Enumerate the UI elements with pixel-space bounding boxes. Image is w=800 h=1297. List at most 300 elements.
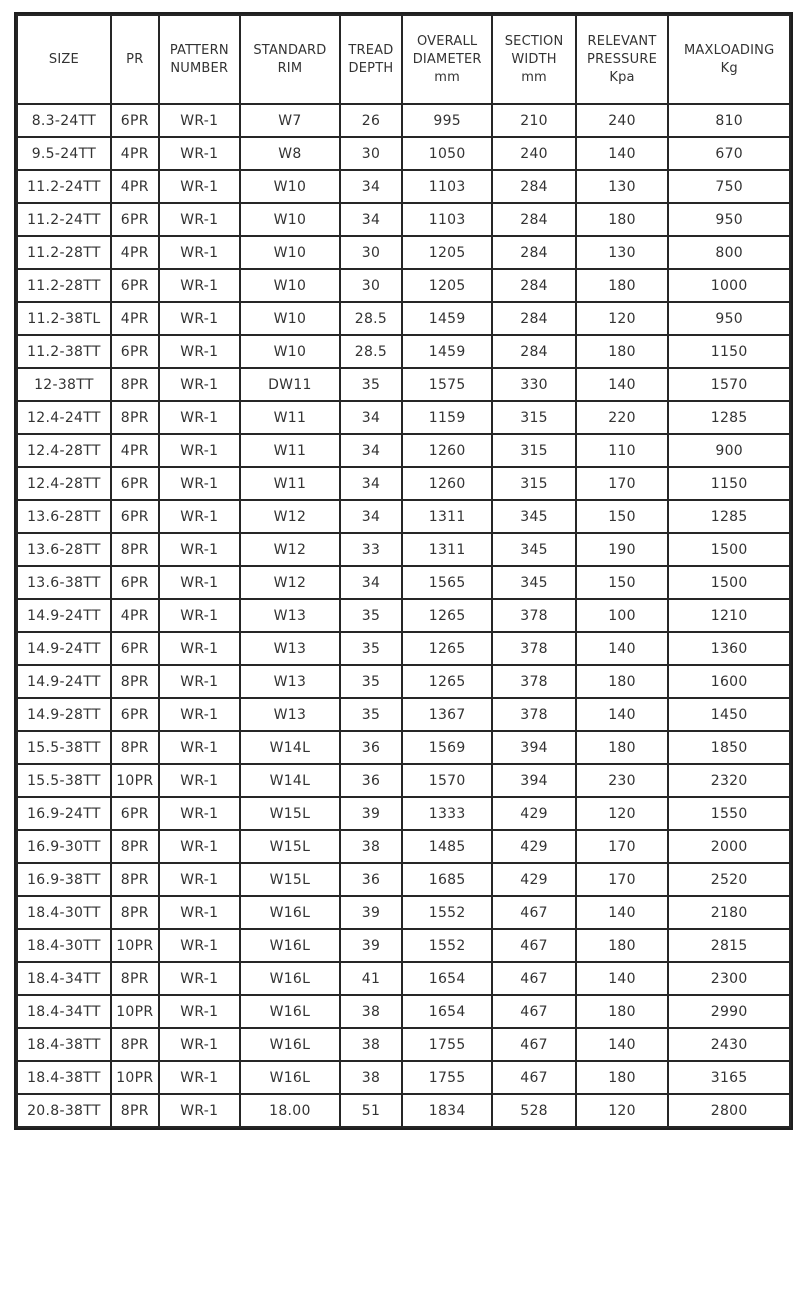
cell-overall-diameter: 1570 xyxy=(402,764,493,797)
cell-pr: 6PR xyxy=(111,566,159,599)
cell-max-loading: 1150 xyxy=(668,335,790,368)
cell-relevant-pressure: 180 xyxy=(576,1061,669,1094)
cell-size: 12.4-28TT xyxy=(17,434,111,467)
cell-pattern-number: WR-1 xyxy=(159,302,240,335)
cell-max-loading: 2000 xyxy=(668,830,790,863)
cell-standard-rim: W10 xyxy=(240,335,340,368)
cell-section-width: 467 xyxy=(492,1061,575,1094)
table-row xyxy=(17,995,790,1028)
cell-pr: 8PR xyxy=(111,401,159,434)
column-header-line: RIM xyxy=(277,60,303,76)
cell-max-loading: 2800 xyxy=(668,1094,790,1127)
cell-max-loading: 2815 xyxy=(668,929,790,962)
cell-overall-diameter: 1459 xyxy=(402,335,493,368)
cell-size: 13.6-28TT xyxy=(17,533,111,566)
column-header-line: PR xyxy=(126,51,144,67)
table-row xyxy=(17,764,790,797)
cell-pr: 10PR xyxy=(111,995,159,1028)
cell-section-width: 467 xyxy=(492,896,575,929)
cell-standard-rim: W13 xyxy=(240,599,340,632)
cell-pattern-number: WR-1 xyxy=(159,929,240,962)
cell-tread-depth: 35 xyxy=(340,665,402,698)
table-row xyxy=(17,401,790,434)
column-header-overall-diameter xyxy=(402,15,493,104)
column-header-pr xyxy=(111,15,159,104)
cell-max-loading: 810 xyxy=(668,104,790,137)
cell-size: 18.4-38TT xyxy=(17,1028,111,1061)
table-row xyxy=(17,170,790,203)
cell-max-loading: 670 xyxy=(668,137,790,170)
cell-pattern-number: WR-1 xyxy=(159,203,240,236)
cell-pr: 8PR xyxy=(111,731,159,764)
cell-pr: 4PR xyxy=(111,137,159,170)
cell-standard-rim: W16L xyxy=(240,1061,340,1094)
cell-pr: 4PR xyxy=(111,599,159,632)
cell-pr: 6PR xyxy=(111,104,159,137)
cell-tread-depth: 38 xyxy=(340,1028,402,1061)
cell-standard-rim: W7 xyxy=(240,104,340,137)
cell-relevant-pressure: 190 xyxy=(576,533,669,566)
cell-pr: 6PR xyxy=(111,698,159,731)
cell-pattern-number: WR-1 xyxy=(159,434,240,467)
cell-overall-diameter: 1260 xyxy=(402,434,493,467)
cell-tread-depth: 36 xyxy=(340,764,402,797)
cell-tread-depth: 39 xyxy=(340,929,402,962)
table-row xyxy=(17,665,790,698)
cell-max-loading: 1285 xyxy=(668,401,790,434)
cell-relevant-pressure: 180 xyxy=(576,665,669,698)
column-header-section-width xyxy=(492,15,575,104)
table-row xyxy=(17,1028,790,1061)
table-row xyxy=(17,632,790,665)
cell-section-width: 467 xyxy=(492,962,575,995)
cell-relevant-pressure: 180 xyxy=(576,731,669,764)
cell-size: 14.9-24TT xyxy=(17,599,111,632)
cell-overall-diameter: 995 xyxy=(402,104,493,137)
column-header-size xyxy=(17,15,111,104)
column-header-line: PRESSURE xyxy=(587,51,657,67)
cell-standard-rim: W10 xyxy=(240,302,340,335)
cell-overall-diameter: 1654 xyxy=(402,962,493,995)
cell-size: 11.2-38TL xyxy=(17,302,111,335)
cell-size: 14.9-28TT xyxy=(17,698,111,731)
cell-tread-depth: 34 xyxy=(340,401,402,434)
cell-relevant-pressure: 170 xyxy=(576,863,669,896)
table-row xyxy=(17,1061,790,1094)
cell-section-width: 284 xyxy=(492,269,575,302)
cell-relevant-pressure: 240 xyxy=(576,104,669,137)
table-row xyxy=(17,797,790,830)
cell-section-width: 467 xyxy=(492,995,575,1028)
cell-pr: 10PR xyxy=(111,764,159,797)
cell-size: 16.9-38TT xyxy=(17,863,111,896)
cell-overall-diameter: 1103 xyxy=(402,203,493,236)
cell-size: 15.5-38TT xyxy=(17,731,111,764)
cell-overall-diameter: 1552 xyxy=(402,929,493,962)
cell-relevant-pressure: 140 xyxy=(576,698,669,731)
cell-relevant-pressure: 140 xyxy=(576,368,669,401)
cell-size: 8.3-24TT xyxy=(17,104,111,137)
cell-size: 16.9-30TT xyxy=(17,830,111,863)
cell-relevant-pressure: 100 xyxy=(576,599,669,632)
cell-section-width: 429 xyxy=(492,863,575,896)
cell-relevant-pressure: 120 xyxy=(576,797,669,830)
cell-overall-diameter: 1367 xyxy=(402,698,493,731)
cell-section-width: 378 xyxy=(492,665,575,698)
cell-pr: 6PR xyxy=(111,632,159,665)
cell-section-width: 315 xyxy=(492,467,575,500)
cell-max-loading: 1570 xyxy=(668,368,790,401)
cell-relevant-pressure: 180 xyxy=(576,995,669,1028)
cell-overall-diameter: 1333 xyxy=(402,797,493,830)
cell-standard-rim: W15L xyxy=(240,863,340,896)
cell-pattern-number: WR-1 xyxy=(159,269,240,302)
cell-tread-depth: 30 xyxy=(340,236,402,269)
tire-spec-table-container xyxy=(14,12,793,1130)
cell-section-width: 210 xyxy=(492,104,575,137)
cell-tread-depth: 34 xyxy=(340,203,402,236)
cell-tread-depth: 36 xyxy=(340,863,402,896)
cell-relevant-pressure: 180 xyxy=(576,269,669,302)
cell-pattern-number: WR-1 xyxy=(159,896,240,929)
cell-overall-diameter: 1755 xyxy=(402,1028,493,1061)
cell-section-width: 315 xyxy=(492,401,575,434)
cell-overall-diameter: 1205 xyxy=(402,236,493,269)
column-header-line: Kg xyxy=(720,60,738,76)
table-row xyxy=(17,269,790,302)
cell-section-width: 240 xyxy=(492,137,575,170)
cell-max-loading: 2990 xyxy=(668,995,790,1028)
column-header-relevant-pressure xyxy=(576,15,669,104)
cell-size: 18.4-34TT xyxy=(17,995,111,1028)
cell-pattern-number: WR-1 xyxy=(159,137,240,170)
cell-relevant-pressure: 140 xyxy=(576,962,669,995)
cell-relevant-pressure: 180 xyxy=(576,929,669,962)
cell-pattern-number: WR-1 xyxy=(159,698,240,731)
cell-max-loading: 950 xyxy=(668,203,790,236)
column-header-line: mm xyxy=(521,69,547,85)
cell-section-width: 284 xyxy=(492,203,575,236)
table-row xyxy=(17,566,790,599)
table-row xyxy=(17,500,790,533)
cell-tread-depth: 51 xyxy=(340,1094,402,1127)
cell-section-width: 284 xyxy=(492,236,575,269)
cell-size: 16.9-24TT xyxy=(17,797,111,830)
cell-standard-rim: 18.00 xyxy=(240,1094,340,1127)
table-row xyxy=(17,335,790,368)
cell-pr: 4PR xyxy=(111,434,159,467)
cell-pr: 8PR xyxy=(111,665,159,698)
cell-section-width: 467 xyxy=(492,1028,575,1061)
cell-pattern-number: WR-1 xyxy=(159,797,240,830)
cell-max-loading: 750 xyxy=(668,170,790,203)
cell-tread-depth: 38 xyxy=(340,1061,402,1094)
cell-max-loading: 900 xyxy=(668,434,790,467)
cell-section-width: 378 xyxy=(492,632,575,665)
cell-tread-depth: 33 xyxy=(340,533,402,566)
cell-relevant-pressure: 110 xyxy=(576,434,669,467)
cell-pr: 10PR xyxy=(111,1061,159,1094)
cell-standard-rim: W8 xyxy=(240,137,340,170)
table-row xyxy=(17,599,790,632)
cell-standard-rim: DW11 xyxy=(240,368,340,401)
cell-size: 15.5-38TT xyxy=(17,764,111,797)
cell-max-loading: 800 xyxy=(668,236,790,269)
cell-pattern-number: WR-1 xyxy=(159,962,240,995)
cell-tread-depth: 35 xyxy=(340,632,402,665)
cell-pr: 8PR xyxy=(111,863,159,896)
cell-max-loading: 1500 xyxy=(668,533,790,566)
cell-overall-diameter: 1260 xyxy=(402,467,493,500)
column-header-line: OVERALL xyxy=(416,33,478,49)
cell-pr: 10PR xyxy=(111,929,159,962)
cell-tread-depth: 35 xyxy=(340,368,402,401)
cell-pattern-number: WR-1 xyxy=(159,863,240,896)
cell-max-loading: 2300 xyxy=(668,962,790,995)
cell-pr: 4PR xyxy=(111,236,159,269)
cell-section-width: 394 xyxy=(492,764,575,797)
cell-standard-rim: W12 xyxy=(240,500,340,533)
cell-relevant-pressure: 120 xyxy=(576,302,669,335)
cell-tread-depth: 39 xyxy=(340,797,402,830)
cell-standard-rim: W16L xyxy=(240,995,340,1028)
cell-overall-diameter: 1205 xyxy=(402,269,493,302)
cell-pr: 6PR xyxy=(111,203,159,236)
cell-pattern-number: WR-1 xyxy=(159,236,240,269)
cell-relevant-pressure: 130 xyxy=(576,170,669,203)
cell-max-loading: 1285 xyxy=(668,500,790,533)
cell-standard-rim: W16L xyxy=(240,962,340,995)
cell-relevant-pressure: 180 xyxy=(576,203,669,236)
cell-section-width: 378 xyxy=(492,599,575,632)
cell-section-width: 378 xyxy=(492,698,575,731)
column-header-line: NUMBER xyxy=(170,60,229,76)
cell-size: 11.2-28TT xyxy=(17,269,111,302)
cell-tread-depth: 26 xyxy=(340,104,402,137)
cell-size: 14.9-24TT xyxy=(17,632,111,665)
cell-standard-rim: W12 xyxy=(240,566,340,599)
column-header-line: STANDARD xyxy=(253,42,327,58)
cell-overall-diameter: 1159 xyxy=(402,401,493,434)
table-row xyxy=(17,731,790,764)
cell-standard-rim: W13 xyxy=(240,665,340,698)
table-row xyxy=(17,368,790,401)
cell-pattern-number: WR-1 xyxy=(159,731,240,764)
cell-max-loading: 1550 xyxy=(668,797,790,830)
cell-overall-diameter: 1685 xyxy=(402,863,493,896)
cell-overall-diameter: 1834 xyxy=(402,1094,493,1127)
cell-overall-diameter: 1265 xyxy=(402,599,493,632)
column-header-max-loading xyxy=(668,15,790,104)
cell-tread-depth: 41 xyxy=(340,962,402,995)
column-header-line: MAXLOADING xyxy=(684,42,775,58)
cell-pattern-number: WR-1 xyxy=(159,632,240,665)
cell-relevant-pressure: 150 xyxy=(576,566,669,599)
cell-overall-diameter: 1311 xyxy=(402,500,493,533)
column-header-standard-rim xyxy=(240,15,340,104)
cell-pattern-number: WR-1 xyxy=(159,665,240,698)
cell-overall-diameter: 1103 xyxy=(402,170,493,203)
cell-standard-rim: W15L xyxy=(240,797,340,830)
cell-relevant-pressure: 140 xyxy=(576,137,669,170)
cell-tread-depth: 30 xyxy=(340,137,402,170)
cell-pr: 4PR xyxy=(111,302,159,335)
column-header-tread-depth xyxy=(340,15,402,104)
cell-standard-rim: W11 xyxy=(240,434,340,467)
table-row xyxy=(17,434,790,467)
cell-size: 13.6-38TT xyxy=(17,566,111,599)
cell-pattern-number: WR-1 xyxy=(159,401,240,434)
cell-tread-depth: 34 xyxy=(340,500,402,533)
cell-standard-rim: W11 xyxy=(240,467,340,500)
cell-standard-rim: W14L xyxy=(240,764,340,797)
table-body xyxy=(17,104,790,1127)
cell-standard-rim: W13 xyxy=(240,632,340,665)
table-row xyxy=(17,467,790,500)
column-header-line: SIZE xyxy=(48,51,79,67)
cell-pr: 8PR xyxy=(111,368,159,401)
cell-overall-diameter: 1485 xyxy=(402,830,493,863)
cell-pr: 6PR xyxy=(111,467,159,500)
cell-overall-diameter: 1311 xyxy=(402,533,493,566)
cell-size: 11.2-24TT xyxy=(17,203,111,236)
cell-relevant-pressure: 140 xyxy=(576,1028,669,1061)
table-row xyxy=(17,698,790,731)
table-row xyxy=(17,203,790,236)
cell-overall-diameter: 1459 xyxy=(402,302,493,335)
cell-max-loading: 950 xyxy=(668,302,790,335)
cell-standard-rim: W16L xyxy=(240,1028,340,1061)
cell-pr: 4PR xyxy=(111,170,159,203)
cell-pattern-number: WR-1 xyxy=(159,764,240,797)
cell-pr: 6PR xyxy=(111,500,159,533)
cell-pattern-number: WR-1 xyxy=(159,1061,240,1094)
cell-standard-rim: W10 xyxy=(240,203,340,236)
cell-size: 11.2-24TT xyxy=(17,170,111,203)
cell-standard-rim: W10 xyxy=(240,170,340,203)
cell-relevant-pressure: 220 xyxy=(576,401,669,434)
cell-section-width: 528 xyxy=(492,1094,575,1127)
cell-max-loading: 2520 xyxy=(668,863,790,896)
cell-standard-rim: W11 xyxy=(240,401,340,434)
cell-overall-diameter: 1654 xyxy=(402,995,493,1028)
cell-relevant-pressure: 170 xyxy=(576,467,669,500)
cell-overall-diameter: 1265 xyxy=(402,632,493,665)
cell-overall-diameter: 1050 xyxy=(402,137,493,170)
table-row xyxy=(17,962,790,995)
cell-size: 14.9-24TT xyxy=(17,665,111,698)
cell-overall-diameter: 1755 xyxy=(402,1061,493,1094)
cell-pr: 8PR xyxy=(111,830,159,863)
cell-section-width: 284 xyxy=(492,302,575,335)
tire-spec-table xyxy=(14,12,793,1130)
cell-pattern-number: WR-1 xyxy=(159,500,240,533)
cell-standard-rim: W10 xyxy=(240,236,340,269)
table-row xyxy=(17,137,790,170)
table-row xyxy=(17,236,790,269)
cell-tread-depth: 38 xyxy=(340,830,402,863)
cell-overall-diameter: 1565 xyxy=(402,566,493,599)
cell-tread-depth: 35 xyxy=(340,698,402,731)
cell-section-width: 429 xyxy=(492,797,575,830)
table-row xyxy=(17,929,790,962)
cell-overall-diameter: 1265 xyxy=(402,665,493,698)
cell-max-loading: 3165 xyxy=(668,1061,790,1094)
cell-section-width: 330 xyxy=(492,368,575,401)
cell-tread-depth: 34 xyxy=(340,467,402,500)
cell-size: 12.4-24TT xyxy=(17,401,111,434)
cell-pattern-number: WR-1 xyxy=(159,104,240,137)
cell-section-width: 429 xyxy=(492,830,575,863)
cell-section-width: 284 xyxy=(492,170,575,203)
cell-section-width: 345 xyxy=(492,566,575,599)
cell-standard-rim: W15L xyxy=(240,830,340,863)
table-row xyxy=(17,302,790,335)
column-header-line: RELEVANT xyxy=(587,33,657,49)
column-header-line: TREAD xyxy=(348,42,394,58)
table-row xyxy=(17,863,790,896)
cell-pr: 6PR xyxy=(111,269,159,302)
cell-tread-depth: 36 xyxy=(340,731,402,764)
cell-standard-rim: W10 xyxy=(240,269,340,302)
cell-size: 9.5-24TT xyxy=(17,137,111,170)
table-row xyxy=(17,1094,790,1127)
cell-pattern-number: WR-1 xyxy=(159,335,240,368)
cell-tread-depth: 28.5 xyxy=(340,335,402,368)
cell-section-width: 315 xyxy=(492,434,575,467)
cell-overall-diameter: 1552 xyxy=(402,896,493,929)
cell-pr: 8PR xyxy=(111,1028,159,1061)
cell-max-loading: 1210 xyxy=(668,599,790,632)
cell-tread-depth: 35 xyxy=(340,599,402,632)
cell-relevant-pressure: 120 xyxy=(576,1094,669,1127)
cell-max-loading: 1850 xyxy=(668,731,790,764)
cell-section-width: 284 xyxy=(492,335,575,368)
cell-size: 18.4-30TT xyxy=(17,896,111,929)
cell-pr: 8PR xyxy=(111,533,159,566)
cell-section-width: 394 xyxy=(492,731,575,764)
cell-standard-rim: W12 xyxy=(240,533,340,566)
table-row xyxy=(17,896,790,929)
column-header-line: DIAMETER xyxy=(412,51,482,67)
cell-size: 13.6-28TT xyxy=(17,500,111,533)
cell-relevant-pressure: 140 xyxy=(576,632,669,665)
cell-tread-depth: 34 xyxy=(340,170,402,203)
cell-overall-diameter: 1569 xyxy=(402,731,493,764)
cell-tread-depth: 30 xyxy=(340,269,402,302)
cell-section-width: 345 xyxy=(492,500,575,533)
column-header-pattern-number xyxy=(159,15,240,104)
cell-max-loading: 1150 xyxy=(668,467,790,500)
cell-size: 12.4-28TT xyxy=(17,467,111,500)
cell-pr: 6PR xyxy=(111,335,159,368)
table-row xyxy=(17,533,790,566)
cell-size: 18.4-34TT xyxy=(17,962,111,995)
cell-size: 18.4-30TT xyxy=(17,929,111,962)
cell-tread-depth: 28.5 xyxy=(340,302,402,335)
cell-tread-depth: 38 xyxy=(340,995,402,1028)
table-row xyxy=(17,830,790,863)
cell-max-loading: 1360 xyxy=(668,632,790,665)
cell-pattern-number: WR-1 xyxy=(159,1094,240,1127)
cell-pattern-number: WR-1 xyxy=(159,467,240,500)
cell-pattern-number: WR-1 xyxy=(159,533,240,566)
cell-tread-depth: 34 xyxy=(340,434,402,467)
column-header-line: mm xyxy=(434,69,461,85)
cell-max-loading: 1450 xyxy=(668,698,790,731)
column-header-line: DEPTH xyxy=(348,60,394,76)
cell-pattern-number: WR-1 xyxy=(159,995,240,1028)
